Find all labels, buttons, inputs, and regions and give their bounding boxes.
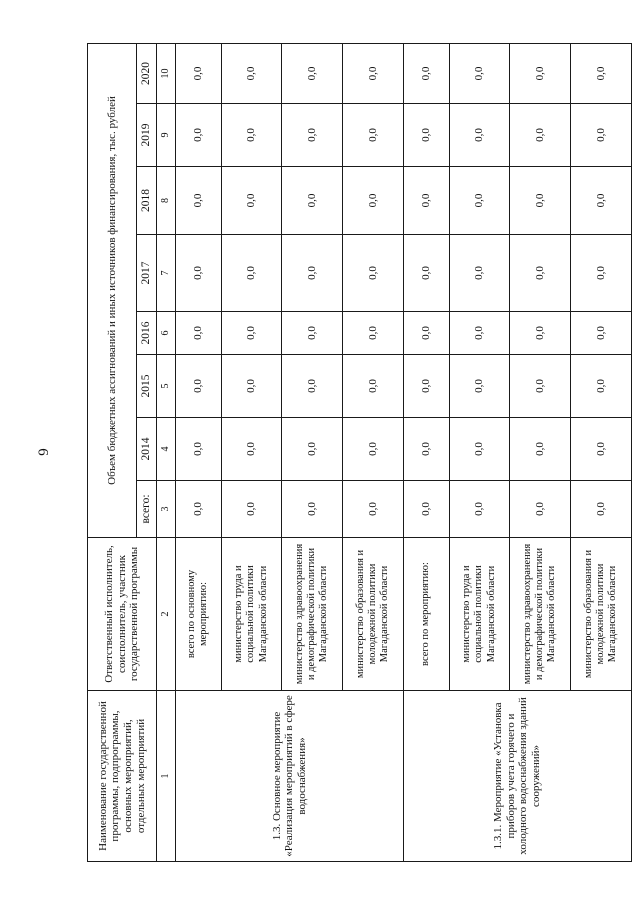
column-number-row: [157, 43, 176, 861]
table-body: [176, 43, 632, 861]
year-value-cell: 0,0: [449, 355, 510, 418]
year-value-cell: 0,0: [449, 167, 510, 235]
total-value-cell: 0,0: [403, 481, 449, 538]
year-value-cell: 0,0: [403, 43, 449, 103]
year-value-cell: 0,0: [282, 355, 343, 418]
column-number: 1: [157, 691, 176, 862]
header-year: 2017: [137, 235, 157, 312]
column-number: 5: [157, 355, 176, 418]
year-value-cell: 0,0: [176, 418, 222, 481]
header-funding: Объем бюджетных ассигнований и иных источников финансирования, тыс. рублей: [88, 43, 137, 537]
year-value-cell: 0,0: [176, 167, 222, 235]
rotated-table-container: [87, 44, 632, 862]
year-value-cell: 0,0: [449, 43, 510, 103]
header-total: всего:: [137, 481, 157, 538]
executor-cell: министерство здравоохранения и демографической политики Магаданской области: [282, 538, 343, 691]
year-value-cell: 0,0: [221, 355, 282, 418]
year-value-cell: 0,0: [510, 43, 571, 103]
total-value-cell: 0,0: [176, 481, 222, 538]
executor-cell: министерство труда и социальной политики Магаданской области: [449, 538, 510, 691]
year-value-cell: 0,0: [571, 167, 632, 235]
year-value-cell: 0,0: [571, 312, 632, 355]
year-value-cell: 0,0: [343, 43, 404, 103]
column-number: 9: [157, 104, 176, 167]
total-value-cell: 0,0: [282, 481, 343, 538]
year-value-cell: 0,0: [510, 312, 571, 355]
total-value-cell: 0,0: [510, 481, 571, 538]
year-value-cell: 0,0: [221, 167, 282, 235]
column-number: 3: [157, 481, 176, 538]
executor-cell: всего по мероприятию:: [403, 538, 449, 691]
header-year: 2014: [137, 418, 157, 481]
year-value-cell: 0,0: [403, 167, 449, 235]
funding-table: [87, 43, 632, 862]
year-value-cell: 0,0: [571, 235, 632, 312]
year-value-cell: 0,0: [282, 235, 343, 312]
year-value-cell: 0,0: [449, 312, 510, 355]
year-value-cell: 0,0: [343, 235, 404, 312]
year-value-cell: 0,0: [282, 312, 343, 355]
year-value-cell: 0,0: [403, 104, 449, 167]
year-value-cell: 0,0: [221, 312, 282, 355]
year-value-cell: 0,0: [343, 167, 404, 235]
year-value-cell: 0,0: [449, 104, 510, 167]
column-number: 7: [157, 235, 176, 312]
column-number: 2: [157, 538, 176, 691]
year-value-cell: 0,0: [571, 43, 632, 103]
year-value-cell: 0,0: [403, 355, 449, 418]
year-value-cell: 0,0: [282, 167, 343, 235]
year-value-cell: 0,0: [510, 355, 571, 418]
year-value-cell: 0,0: [221, 418, 282, 481]
year-value-cell: 0,0: [510, 104, 571, 167]
measure-name: 1.3.1. Мероприятие «Установка приборов учета горячего и холодного водоснабжения зданий сооружений»: [403, 691, 631, 862]
total-value-cell: 0,0: [343, 481, 404, 538]
header-year: 2015: [137, 355, 157, 418]
year-value-cell: 0,0: [571, 355, 632, 418]
measure-name: 1.3. Основное мероприятие «Реализация мероприятий в сфере водоснабжения»: [176, 691, 404, 862]
year-value-cell: 0,0: [343, 104, 404, 167]
page-number: 6: [34, 448, 51, 456]
table-row: [176, 43, 222, 861]
header-measure-name: Наименование государственной программы, подпрограммы, основных мероприятий, отдельных мероприятий: [88, 691, 157, 862]
executor-cell: министерство образования и молодежной политики Магаданской области: [571, 538, 632, 691]
executor-cell: министерство труда и социальной политики Магаданской области: [221, 538, 282, 691]
year-value-cell: 0,0: [176, 235, 222, 312]
year-value-cell: 0,0: [221, 235, 282, 312]
header-year: 2019: [137, 104, 157, 167]
year-value-cell: 0,0: [403, 312, 449, 355]
year-value-cell: 0,0: [510, 167, 571, 235]
year-value-cell: 0,0: [449, 235, 510, 312]
year-value-cell: 0,0: [449, 418, 510, 481]
header-executor: Ответственный исполнитель, соисполнитель, участник государственной программы: [88, 538, 157, 691]
year-value-cell: 0,0: [221, 43, 282, 103]
year-value-cell: 0,0: [282, 43, 343, 103]
year-value-cell: 0,0: [176, 355, 222, 418]
year-value-cell: 0,0: [343, 312, 404, 355]
total-value-cell: 0,0: [221, 481, 282, 538]
year-value-cell: 0,0: [282, 418, 343, 481]
table-row: [403, 43, 449, 861]
year-value-cell: 0,0: [176, 43, 222, 103]
year-value-cell: 0,0: [176, 104, 222, 167]
year-value-cell: 0,0: [343, 418, 404, 481]
year-value-cell: 0,0: [282, 104, 343, 167]
year-value-cell: 0,0: [510, 235, 571, 312]
year-value-cell: 0,0: [403, 418, 449, 481]
year-value-cell: 0,0: [221, 104, 282, 167]
header-year: 2020: [137, 43, 157, 103]
header-year: 2018: [137, 167, 157, 235]
column-number: 6: [157, 312, 176, 355]
column-number: 10: [157, 43, 176, 103]
year-value-cell: 0,0: [403, 235, 449, 312]
year-value-cell: 0,0: [571, 418, 632, 481]
year-value-cell: 0,0: [510, 418, 571, 481]
executor-cell: министерство образования и молодежной политики Магаданской области: [343, 538, 404, 691]
column-number: 4: [157, 418, 176, 481]
total-value-cell: 0,0: [571, 481, 632, 538]
executor-cell: всего по основному мероприятию:: [176, 538, 222, 691]
year-value-cell: 0,0: [176, 312, 222, 355]
total-value-cell: 0,0: [449, 481, 510, 538]
header-year: 2016: [137, 312, 157, 355]
executor-cell: министерство здравоохранения и демографической политики Магаданской области: [510, 538, 571, 691]
column-number: 8: [157, 167, 176, 235]
year-value-cell: 0,0: [343, 355, 404, 418]
year-value-cell: 0,0: [571, 104, 632, 167]
